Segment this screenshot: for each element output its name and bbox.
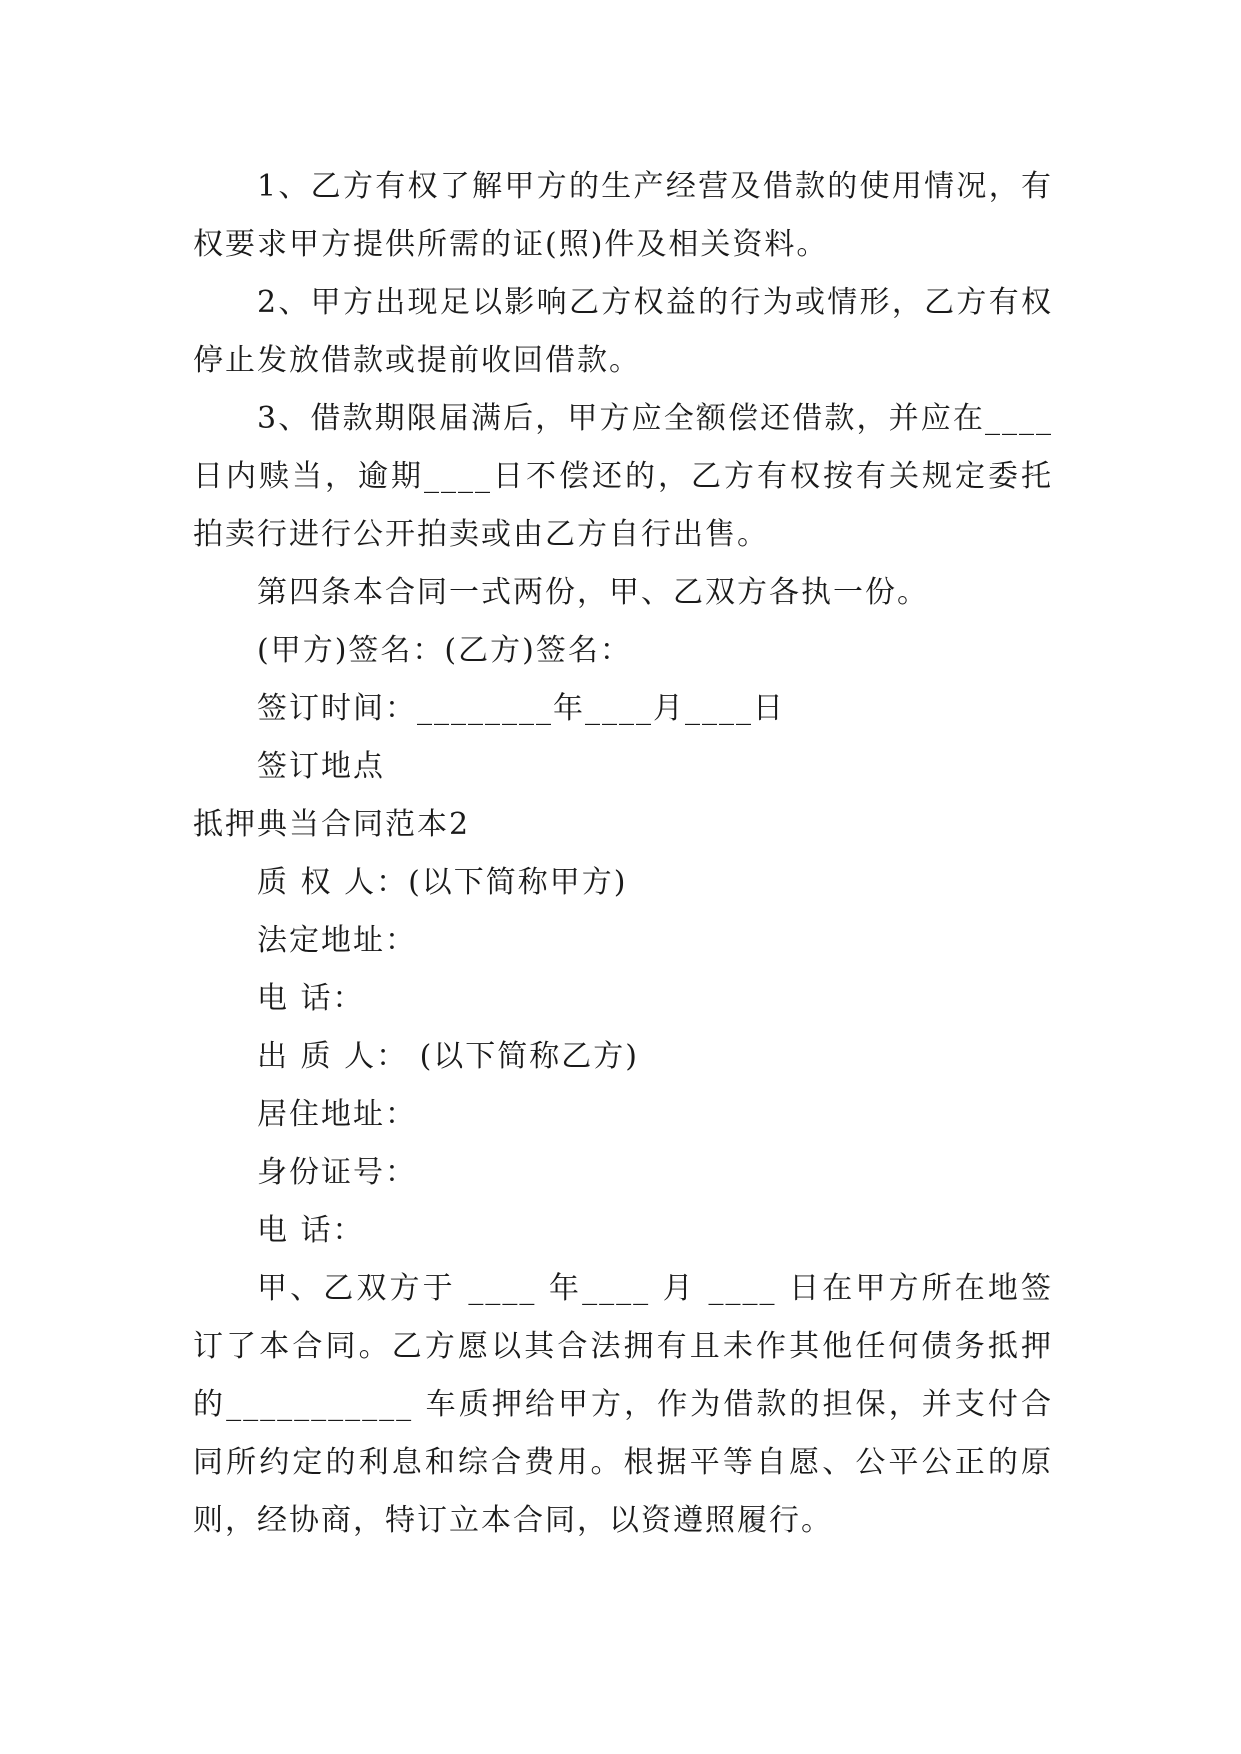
pledgor-field: 出 质 人： (以下简称乙方) xyxy=(257,1039,640,1074)
pledgee-field: 质 权 人：(以下简称甲方) xyxy=(257,865,628,900)
phone-field-a: 电 话： xyxy=(257,981,365,1016)
residential-address-field: 居住地址： xyxy=(257,1097,417,1132)
id-number-field: 身份证号： xyxy=(257,1155,417,1190)
article-4: 第四条本合同一式两份，甲、乙双方各执一份。 xyxy=(257,575,929,610)
legal-address-field: 法定地址： xyxy=(257,923,417,958)
document-body xyxy=(193,158,1053,1550)
signature-line: (甲方)签名：(乙方)签名： xyxy=(257,633,632,668)
phone-field-b: 电 话： xyxy=(257,1213,365,1248)
preamble-paragraph: 甲、乙双方于 ____ 年____ 月 ____ 日在甲方所在地签订了本合同。乙方愿以其合法拥有且未作其他任何债务抵押的___________ 车质押给甲方，作为借款的担保，并支付合同所约定的利息和综合费用。根据平等自愿、公平公正的原则，经协商，特订立本合同，以资遵照履行。 xyxy=(193,1271,1053,1538)
clause-2: 2、甲方出现足以影响乙方权益的行为或情形，乙方有权停止发放借款或提前收回借款。 xyxy=(193,285,1053,378)
section-title: 抵押典当合同范本2 xyxy=(193,807,471,842)
signing-date: 签订时间：________年____月____日 xyxy=(257,691,785,726)
clause-1: 1、乙方有权了解甲方的生产经营及借款的使用情况，有权要求甲方提供所需的证(照)件及相关资料。 xyxy=(193,169,1053,262)
clause-3: 3、借款期限届满后，甲方应全额偿还借款，并应在____日内赎当，逾期____日不偿还的，乙方有权按有关规定委托拍卖行进行公开拍卖或由乙方自行出售。 xyxy=(193,401,1053,552)
signing-place: 签订地点 xyxy=(257,749,385,784)
